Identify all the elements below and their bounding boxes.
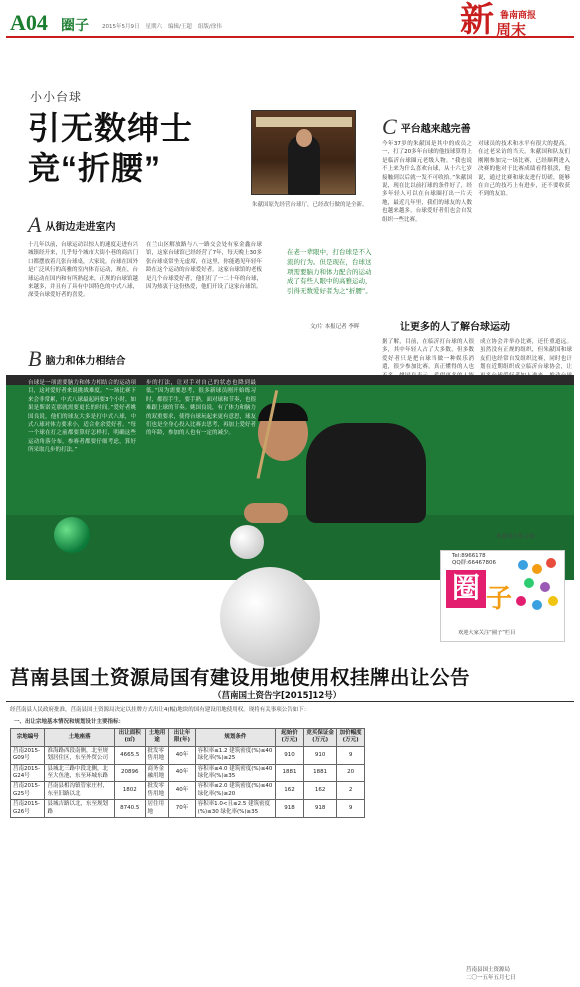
cell-price: 918 (276, 800, 304, 818)
cell-years: 40年 (169, 764, 195, 782)
brand-paper-name: 鲁南商报 (500, 11, 537, 21)
section-a-column-1: 十几年以前，台球运动以惊人的速度走进有兴城镇经开来，几乎每个城市大街小巷的商店门口都摆放着几张台球桌，大家说，台球在国外是广泛风行的高雅的室内体育运动，现在，台球运动在国内和有所熟起来，正规的台球馆越来越多，并且有了具有中国特色的中式八球，深受台球爱好者的喜爱。 (28, 242, 139, 299)
section-b-title: 脑力和体力相结合 (45, 355, 126, 367)
cell-deposit: 162 (304, 782, 337, 800)
cell-area: 8740.5 (114, 800, 145, 818)
cell-deposit: 918 (304, 800, 337, 818)
headline-line-1: 引无数绅士 (28, 110, 194, 146)
person-dot-icon (548, 596, 558, 606)
photo-caption: 朱献国原先经营台球厅，已经改行做的是全新。 (252, 202, 368, 208)
cell-location: 县城北三路中段北侧，北至大鱼池，东至环城东路 (45, 764, 114, 782)
logo-people-icons (488, 556, 562, 616)
cell-plan: 容积率1.0<且≤2.5 建筑密度(%)≤30 绿化率(%)≥35 (195, 800, 275, 818)
cell-price: 162 (276, 782, 304, 800)
table-header-row (11, 729, 365, 747)
cell-years: 70年 (169, 800, 195, 818)
cell-plan: 容积率≤1.2 建筑密度(%)≤40 绿化率(%)≥25 (195, 746, 275, 764)
player-body (306, 423, 426, 523)
cell-years: 40年 (169, 746, 195, 764)
article-kicker: 小小台球 (30, 90, 83, 104)
section-a-column-2: 在兰山区解放路与八一路交会处有家金鑫台球馆，这家台球馆已经经营了7年，每天晚上30多张台球桌常坐无虚席，在这里，你能遇见年轻年龄在这个运动的台球爱好者。这家台球馆的老板是几个台球爱好者，他们打了一二十年的台球，因为热衷于这份热爱，他们开设了这家台球馆。 (146, 242, 262, 291)
editor: 编辑/王超 (168, 24, 192, 30)
cue-ball (230, 525, 264, 559)
designer: 组版/徐伟 (197, 24, 222, 30)
foreground-ball (220, 567, 320, 667)
cell-step: 9 (337, 746, 365, 764)
section-a-letter: A (28, 212, 42, 237)
trophy-shelf (256, 117, 352, 127)
section-d-title: 让更多的人了解台球运动 (400, 322, 510, 333)
pull-quote: 在老一辈眼中，打台球是不入流的行为。但是现在，台球这项需要脑力和体力配合的运动成了有些人眼中的高雅运动，引得无数爱好者为之“折腰”。 (287, 248, 372, 296)
byline: 文/片 本报记者 李晖 (310, 324, 360, 330)
section-c-title: 平台越来越完善 (400, 123, 471, 135)
cell-years: 40年 (169, 782, 195, 800)
section-c-column-2: 对球员的技术和水平有很大的提高。在过老采访的当天，朱献国和队友们刚刚参加完一场比赛，已经顺利进入决赛的他对于比赛成绩看得很淡，他说，通过比赛和球友进行切磋，能够在自己的技巧上有进步，还不要收获不到的友谊。 (478, 141, 570, 198)
player-hand (244, 503, 288, 523)
section-name: 圈子 (61, 18, 89, 34)
section-b-column-2: 步的打法，让对手对自己的状态也降到最低。”因为需要思考，很多新球员刚开始练习时，都很手生，要手熟，面对球和节奏，也很难跟上球的节奏。姚国良说，有了体力和脑力的双重要求，使得台球玩起来更有意思，球友们也是全身心投入比赛去思考，再加上爱好者的年龄，参加的人也有一定的减少。 (146, 380, 257, 437)
table-row (11, 800, 365, 818)
player-hair (258, 403, 308, 421)
cell-price: 910 (276, 746, 304, 764)
person-dot-icon (516, 596, 526, 606)
player-photo-caption: 朱献国在练习球。 (496, 534, 541, 540)
green-ball (54, 517, 90, 553)
section-c-letter: C (382, 114, 397, 139)
table-title: 一、出让宗地基本情况和规划设计主要指标： (14, 719, 125, 725)
contact-qq: QQ群:66467806 (452, 560, 497, 566)
page-header (6, 2, 574, 39)
logo-char-1: 圈 (446, 570, 486, 608)
cell-plan: 容积率≤4.0 建筑密度(%)≤40 绿化率(%)≥35 (195, 764, 275, 782)
article-headline (28, 108, 248, 188)
cell-code: 莒南2015-G09号 (11, 746, 45, 764)
announcement-title: 莒南县国土资源局国有建设用地使用权挂牌出让公告 (10, 666, 471, 689)
cell-location: 县城吉路以北，东至规划路 (45, 800, 114, 818)
signature-date: 二〇一五年五月七日 (466, 975, 516, 981)
cell-deposit: 910 (304, 746, 337, 764)
brand-char: 新 (460, 2, 494, 39)
cell-deposit: 1881 (304, 764, 337, 782)
column-logo-caption: 欢迎大家关注“圈子”栏目 (458, 630, 516, 636)
cell-use: 商务金融用地 (145, 764, 169, 782)
signature-org: 莒南县国土资源局 (466, 967, 511, 973)
photo-player-portrait (251, 110, 356, 195)
cell-step: 20 (337, 764, 365, 782)
cell-area: 20896 (114, 764, 145, 782)
cell-use: 居住用地 (145, 800, 169, 818)
col-header: 出让面积(㎡) (114, 729, 145, 747)
section-b-heading (28, 348, 125, 370)
issue-weekday: 星期六 (145, 24, 163, 30)
issue-date: 2015年5月9日 (102, 24, 140, 30)
cell-use: 批发零售用地 (145, 782, 169, 800)
section-c-column-1: 今年37岁的朱献国是其中的成员之一，打了20多年台球的他技球算得上是临沂台球圈元老级人物。“我也说不上来为什么喜欢台球，从十六七岁接触到以后就一发不可收拾。”朱献国说，现在比以前打球的条件好了，经多年轻人可以在台球圈打出一片天地，最近几年里，我们的球友的人数也越来越多，台球爱好者们也会自发组织一些比赛。 (382, 141, 472, 223)
person-dot-icon (518, 560, 528, 570)
announcement-rule (6, 701, 574, 702)
land-parcel-table (10, 728, 365, 818)
col-header: 加价幅度(万元) (337, 729, 365, 747)
section-d-column-1: 据了解，目前，在临沂打台球的人很多，其中年轻人占了大多数，但多数爱好者只是把台球当做一种娱乐消遣，很少参加比赛，真正懂得的人也 (382, 339, 474, 371)
cell-step: 9 (337, 800, 365, 818)
cell-code: 莒南2015-G25号 (11, 782, 45, 800)
cell-area: 4665.5 (114, 746, 145, 764)
cell-code: 莒南2015-G24号 (11, 764, 45, 782)
header-meta (102, 22, 222, 30)
table-row (11, 764, 365, 782)
col-header: 起始价(万元) (276, 729, 304, 747)
announcement-signature (466, 966, 516, 982)
table-row (11, 746, 365, 764)
section-b-letter: B (28, 346, 42, 371)
section-c-heading (382, 116, 471, 138)
cell-step: 2 (337, 782, 365, 800)
cell-area: 1802 (114, 782, 145, 800)
cell-location: 淮海路西段南侧，北至规划居住区，东至外贸公司 (45, 746, 114, 764)
col-header: 土地用途 (145, 729, 169, 747)
col-header: 竞买保证金(万元) (304, 729, 337, 747)
cell-plan: 容积率≤2.0 建筑密度(%)≤40 绿化率(%)≥20 (195, 782, 275, 800)
person-dot-icon (532, 600, 542, 610)
section-d-column-2: 成立协会并举办比赛，还任重道远。虽然没有正规的组织，但朱献国和球友们也经常自发组织比赛，同时也计划在近期组织成立临沂台球协会，让 (480, 339, 572, 371)
logo-char-2: 子 (486, 584, 513, 613)
section-b-column-1: 台球是一项需要脑力和体力相结合的运动项目，这对爱好者来说挑战难度。“一场比赛下来会非常累，中式八球最起码要3个小时，如果是斯诺克那就需要更长的时间。”爱好者姚国良说，他们的球友大多是打中式八球，中式八球对体力要求小，适合业余爱好者。“每一个球在打之前都要算好怎样打，明确这些运动角落分布，参赛者都要仔细考虑，算好所采取几步的打法。” (28, 380, 137, 454)
col-header: 出让年限(年) (169, 729, 195, 747)
headline-line-2: 竞“折腰” (28, 150, 162, 186)
cell-price: 1881 (276, 764, 304, 782)
cell-use: 批发零售用地 (145, 746, 169, 764)
col-header: 宗地编号 (11, 729, 45, 747)
col-header: 规划条件 (195, 729, 275, 747)
contact-tel: Tel:8966178 (452, 553, 486, 559)
announcement-subtitle: （莒南国土资告字[2015]12号） (213, 691, 342, 701)
brand-weekly: 周末 (496, 21, 527, 39)
person-dot-icon (546, 558, 556, 568)
person-dot-icon (540, 582, 550, 592)
person-face (296, 129, 312, 147)
section-a-title: 从街边走进室内 (45, 221, 116, 233)
page-number: A04 (10, 10, 48, 35)
col-header: 土地座落 (45, 729, 114, 747)
person-dot-icon (532, 564, 542, 574)
announcement-intro: 经莒南县人民政府批准，莒南县国土资源局决定以挂牌方式出让4(幅)地块的国有建设用地使用权。现将有关事项公告如下： (10, 707, 310, 713)
cell-code: 莒南2015-G26号 (11, 800, 45, 818)
section-a-heading (28, 214, 115, 236)
person-dot-icon (524, 578, 534, 588)
brand-logo (460, 2, 570, 39)
cell-location: 莒南县相沟镇管家庄村，东至旧路以北 (45, 782, 114, 800)
table-row (11, 782, 365, 800)
